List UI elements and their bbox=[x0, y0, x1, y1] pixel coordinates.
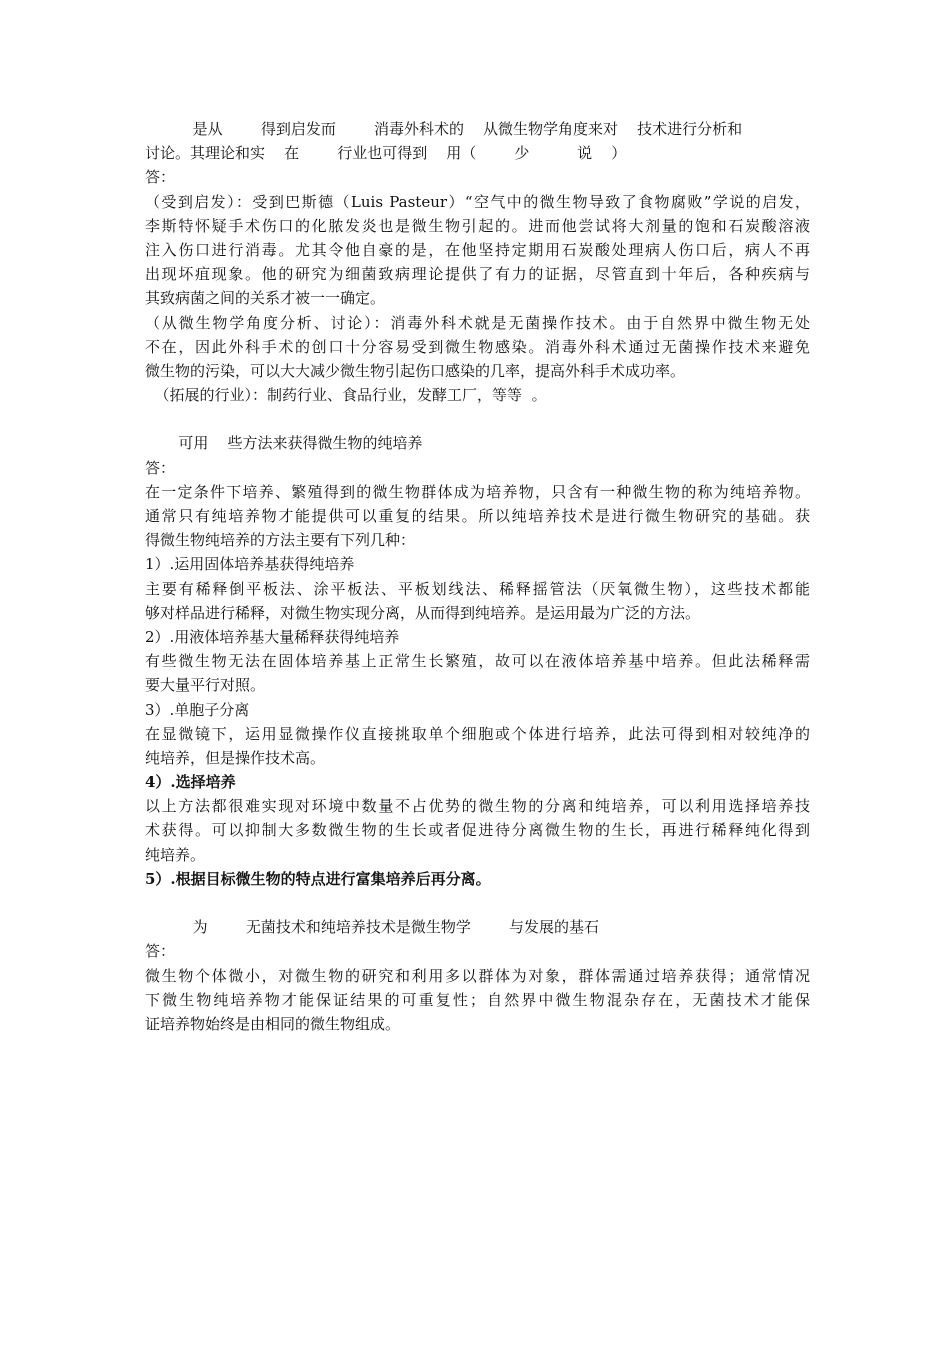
answer-1-line-6: （从微生物学角度分析、讨论）：消毒外科术就是无菌操作技术。由于自然界中微生物无处 bbox=[145, 313, 810, 332]
answer-3-line-2: 下微生物纯培养物才能保证结果的可重复性；自然界中微生物混杂存在，无菌技术才能保 bbox=[145, 990, 810, 1009]
answer-3-line-1: 微生物个体微小，对微生物的研究和利用多以群体为对象，群体需通过培养获得；通常情况 bbox=[145, 966, 810, 985]
section-gap bbox=[145, 891, 810, 915]
answer-1-label: 答： bbox=[145, 168, 176, 187]
answer-2-line-9: 要大量平行对照。 bbox=[145, 676, 266, 695]
document-body bbox=[145, 117, 810, 1036]
answer-1-line-4: 出现坏疽现象。他的研究为细菌致病理论提供了有力的证据，尽管直到十年后，各种疾病与 bbox=[145, 265, 810, 284]
answer-1-line-8: 微生物的污染，可以大大减少微生物引起伤口感染的几率，提高外科手术成功率。 bbox=[145, 361, 686, 380]
answer-3-label: 答： bbox=[145, 942, 176, 961]
answer-2-line-2: 通常只有纯培养物才能提供可以重复的结果。所以纯培养技术是进行微生物研究的基础。获 bbox=[145, 507, 810, 525]
section-gap bbox=[145, 407, 810, 431]
answer-2-label: 答： bbox=[145, 458, 176, 477]
answer-2-line-17: 5）.根据目标微生物的特点进行富集培养后再分离。 bbox=[145, 869, 491, 888]
answer-1-line-3: 注入伤口进行消毒。尤其令他自豪的是，在他坚持定期用石炭酸处理病人伤口后，病人不再 bbox=[145, 240, 810, 259]
answer-3-line-3: 证培养物始终是由相同的微生物组成。 bbox=[145, 1014, 401, 1033]
question-2-line-1: 可用 些方法来获得微生物的纯培养 bbox=[145, 434, 423, 453]
answer-2-line-15: 术获得。可以抑制大多数微生物的生长或者促进待分离微生物的生长，再进行稀释纯化得到 bbox=[145, 821, 810, 840]
answer-2-line-10: 3）.单胞子分离 bbox=[145, 700, 250, 719]
question-3-line-1: 为 无菌技术和纯培养技术是微生物学 与发展的基石 bbox=[145, 918, 599, 937]
answer-2-line-14: 以上方法都很难实现对环境中数量不占优势的微生物的分离和纯培养，可以利用选择培养技 bbox=[145, 797, 810, 816]
answer-1-line-2: 李斯特怀疑手术伤口的化脓发炎也是微生物引起的。进而他尝试将大剂量的饱和石炭酸溶液 bbox=[145, 216, 810, 235]
answer-2-line-3: 得微生物纯培养的方法主要有下列几种： bbox=[145, 531, 416, 550]
answer-2-line-13: 4）.选择培养 bbox=[145, 773, 236, 792]
answer-1-line-1: （受到启发）：受到巴斯德（Luis Pasteur）“空气中的微生物导致了食物腐败”学说的启发， bbox=[145, 192, 810, 211]
answer-2-line-1: 在一定条件下培养、繁殖得到的微生物群体成为培养物，只含有一种微生物的称为纯培养物。 bbox=[145, 482, 810, 501]
answer-2-line-7: 2）.用液体培养基大量稀释获得纯培养 bbox=[145, 627, 400, 646]
answer-2-line-4: 1）.运用固体培养基获得纯培养 bbox=[145, 555, 355, 574]
answer-2-line-16: 纯培养。 bbox=[145, 845, 206, 864]
question-1-line-1: 是从 得到启发而 消毒外科术的 从微生物学角度来对 技术进行分析和 bbox=[145, 120, 743, 138]
answer-1-line-9: （拓展的行业）：制药行业、食品行业，发酵工厂，等等 。 bbox=[145, 386, 547, 405]
answer-1-line-7: 不在，因此外科手术的创口十分容易受到微生物感染。消毒外科术通过无菌操作技术来避免 bbox=[145, 337, 810, 356]
answer-2-line-12: 纯培养，但是操作技术高。 bbox=[145, 748, 326, 767]
answer-2-line-8: 有些微生物无法在固体培养基上正常生长繁殖，故可以在液体培养基中培养。但此法稀释需 bbox=[145, 652, 810, 671]
answer-1-line-5: 其致病菌之间的关系才被一一确定。 bbox=[145, 289, 386, 308]
answer-2-line-11: 在显微镜下，运用显微操作仪直接挑取单个细胞或个体进行培养，此法可得到相对较纯净的 bbox=[145, 724, 810, 743]
question-1-line-2: 讨论。其理论和实 在 行业也可得到 用（ 少 说 ） bbox=[145, 144, 627, 163]
answer-2-line-6: 够对样品进行稀释，对微生物实现分离，从而得到纯培养。是运用最为广泛的方法。 bbox=[145, 603, 701, 622]
answer-2-line-5: 主要有稀释倒平板法、涂平板法、平板划线法、稀释摇管法（厌氧微生物），这些技术都能 bbox=[145, 579, 810, 598]
